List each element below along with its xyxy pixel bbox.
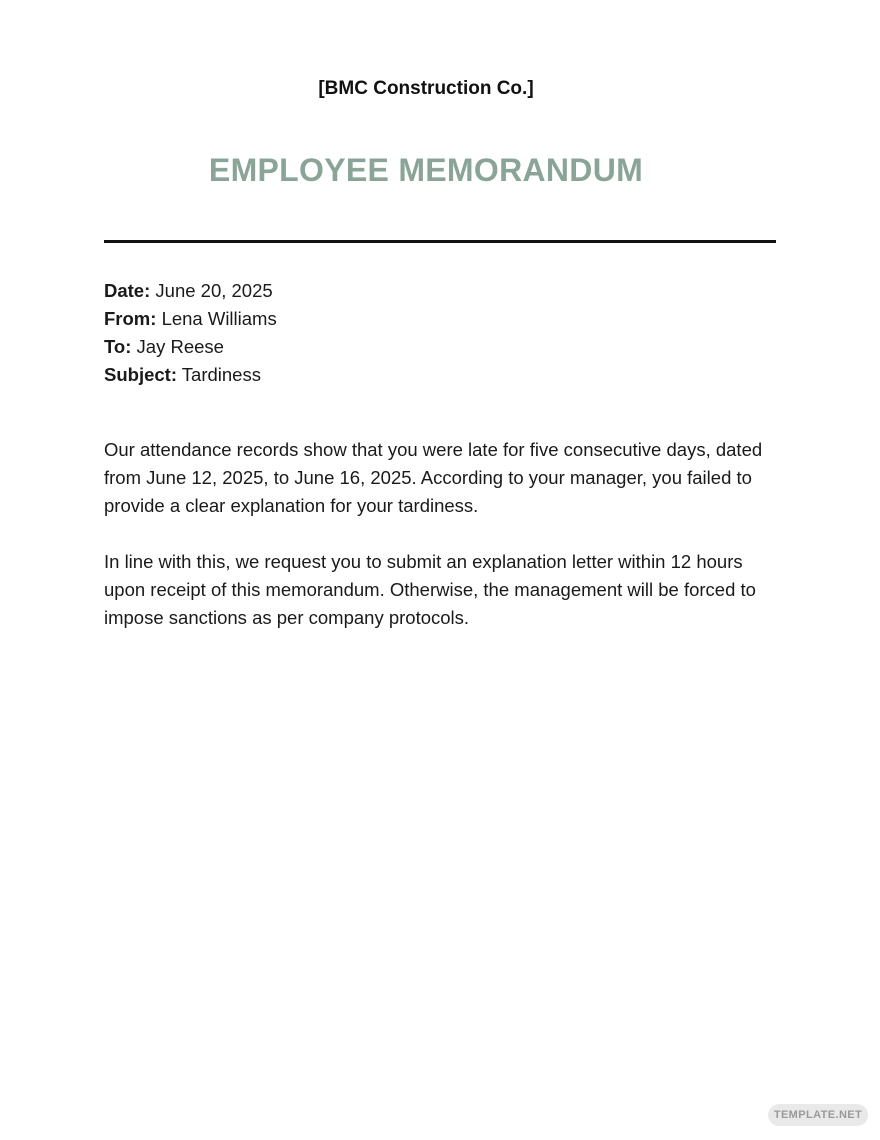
body-paragraph-1: Our attendance records show that you were late for five consecutive days, dated from June 12, 2025, to June 16, 2025. According to your manager, you failed to provide a clear explanation for your tardiness. — [104, 439, 763, 516]
to-label: To: — [104, 336, 132, 357]
date-value: June 20, 2025 — [155, 280, 273, 301]
subject-value: Tardiness — [181, 364, 261, 385]
template-watermark[interactable]: TEMPLATE.NET — [768, 1104, 868, 1126]
subject-line — [104, 361, 776, 389]
from-line — [104, 305, 776, 333]
from-label: From: — [104, 308, 157, 329]
date-line — [104, 277, 776, 305]
date-label: Date: — [104, 280, 151, 301]
from-value: Lena Williams — [161, 308, 277, 329]
to-value: Jay Reese — [136, 336, 224, 357]
body-paragraph-2: In line with this, we request you to submit an explanation letter within 12 hours upon receipt of this memorandum. Otherwise, the management will be forced to impose sanctions as per company protocols. — [104, 551, 756, 628]
memo-title: EMPLOYEE MEMORANDUM — [208, 152, 644, 188]
subject-label: Subject: — [104, 364, 177, 385]
memo-details — [104, 277, 776, 389]
to-line — [104, 333, 776, 361]
company-name: [BMC Construction Co.] — [318, 78, 534, 99]
divider-line — [104, 240, 776, 243]
